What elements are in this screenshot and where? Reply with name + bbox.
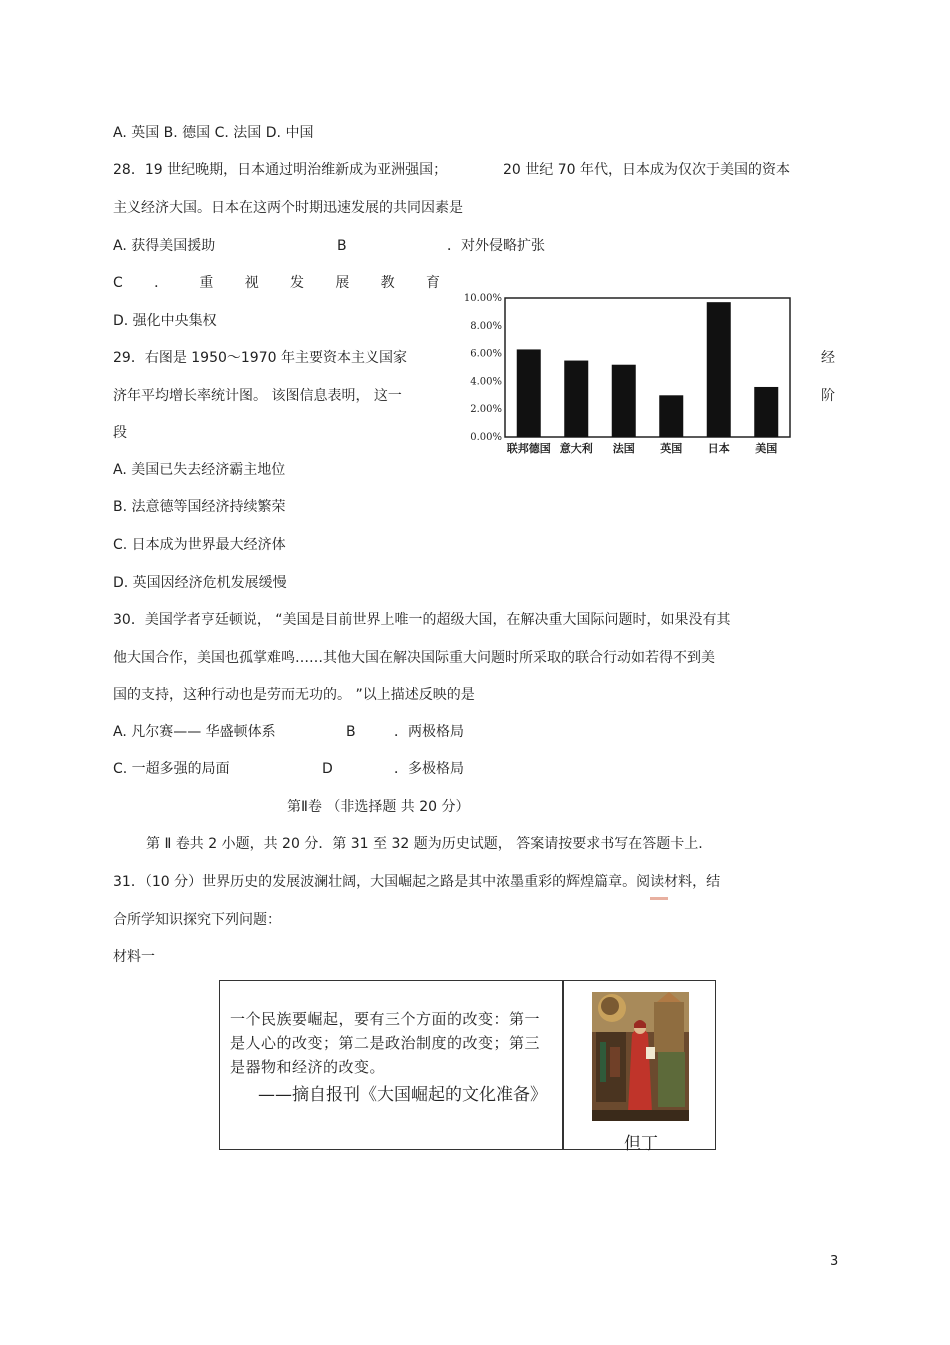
x-category-label: 日本 bbox=[707, 442, 730, 455]
q28-option-d: D. 强化中央集权 bbox=[113, 313, 217, 329]
material-divider bbox=[562, 981, 564, 1149]
q29-option-d: D. 英国因经济危机发展缓慢 bbox=[113, 575, 287, 591]
section-title: 第Ⅱ卷 （非选择题 共 20 分） bbox=[287, 799, 470, 815]
x-category-label: 美国 bbox=[755, 442, 778, 455]
q31-stem-line2: 合所学知识探究下列问题： bbox=[113, 912, 281, 928]
x-category-label: 英国 bbox=[660, 442, 683, 455]
q30-option-c: C. 一超多强的局面 bbox=[113, 761, 230, 777]
page-number: 3 bbox=[830, 1254, 839, 1269]
q29-stem-line1: 29．右图是 1950～1970 年主要资本主义国家 bbox=[113, 350, 407, 366]
q30-option-b-text: ．两极格局 bbox=[394, 724, 464, 740]
y-tick-label: 2.00% bbox=[470, 404, 502, 416]
q30-option-b-letter: B bbox=[346, 724, 356, 740]
y-tick-label: 10.00% bbox=[463, 293, 502, 304]
x-category-label: 联邦德国 bbox=[506, 442, 551, 455]
q30-option-a: A. 凡尔赛—— 华盛顿体系 bbox=[113, 724, 276, 740]
material-one-label: 材料一 bbox=[113, 949, 155, 965]
q30-stem-line3: 国的支持，这种行动也是劳而无功的。 ”以上描述反映的是 bbox=[113, 687, 475, 703]
q31-stem-line1: 31．（10 分）世界历史的发展波澜壮阔，大国崛起之路是其中浓墨重彩的辉煌篇章。阅读材料，结 bbox=[113, 874, 721, 890]
q29-stem-line3: 段 bbox=[113, 425, 127, 441]
y-tick-label: 0.00% bbox=[470, 432, 502, 443]
bar bbox=[517, 349, 541, 437]
dante-painting-image bbox=[592, 992, 689, 1121]
q29-option-b: B. 法意德等国经济持续繁荣 bbox=[113, 499, 286, 515]
q30-option-d-text: ．多极格局 bbox=[394, 761, 464, 777]
q30-stem-line1: 30．美国学者亨廷顿说， “美国是目前世界上唯一的超级大国，在解决重大国际问题时，如果没有其 bbox=[113, 612, 731, 628]
bar bbox=[707, 302, 731, 437]
q28-option-a: A. 获得美国援助 bbox=[113, 238, 216, 254]
x-category-label: 法国 bbox=[612, 442, 635, 455]
q28-stem-line2: 主义经济大国。日本在这两个时期迅速发展的共同因素是 bbox=[113, 200, 463, 216]
chart-frame bbox=[505, 298, 790, 437]
section-instructions: 第 Ⅱ 卷共 2 小题，共 20 分．第 31 至 32 题为历史试题， 答案请按要求书写在答题卡上. bbox=[146, 836, 703, 852]
stray-mark bbox=[650, 897, 668, 900]
growth-rate-bar-chart bbox=[455, 290, 800, 458]
bar bbox=[564, 361, 588, 437]
y-tick-label: 4.00% bbox=[470, 376, 502, 388]
y-tick-label: 8.00% bbox=[470, 320, 502, 332]
q28-option-c: C ． 重 视 发 展 教 育 bbox=[113, 275, 440, 291]
q29-option-a: A. 美国已失去经济霸主地位 bbox=[113, 462, 286, 478]
material-box bbox=[219, 980, 716, 1154]
q30-stem-line2: 他大国合作，美国也孤掌难鸣……其他大国在解决国际重大问题时所采取的联合行动如若得不到美 bbox=[113, 650, 715, 666]
painting-caption: 但丁 bbox=[624, 1134, 658, 1154]
bar bbox=[612, 365, 636, 437]
q28-option-b-letter: B bbox=[337, 238, 347, 254]
x-category-label: 意大利 bbox=[559, 442, 593, 455]
y-tick-label: 6.00% bbox=[470, 348, 502, 360]
q28-stem-part2: 20 世纪 70 年代，日本成为仅次于美国的资本 bbox=[503, 162, 790, 178]
q28-stem-part1: 28．19 世纪晚期，日本通过明治维新成为亚洲强国； bbox=[113, 162, 448, 178]
q30-option-d-letter: D bbox=[322, 761, 333, 777]
q29-stem-line2: 济年平均增长率统计图。 该图信息表明， 这一 bbox=[113, 388, 402, 404]
q29-stem-line2-end: 阶 bbox=[821, 388, 835, 404]
q29-option-c: C. 日本成为世界最大经济体 bbox=[113, 537, 286, 553]
q28-option-b-text: ．对外侵略扩张 bbox=[447, 238, 545, 254]
material-quote: 一个民族要崛起，要有三个方面的改变：第一是人心的改变；第二是政治制度的改变；第三是器物和经济的改变。 bbox=[230, 1010, 541, 1076]
q27-options: A. 英国 B. 德国 C. 法国 D. 中国 bbox=[113, 125, 314, 141]
bar bbox=[754, 387, 778, 437]
q29-stem-line1-end: 经 bbox=[821, 350, 835, 366]
bar bbox=[659, 395, 683, 437]
material-source: ——摘自报刊《大国崛起的文化准备》 bbox=[258, 1085, 547, 1105]
